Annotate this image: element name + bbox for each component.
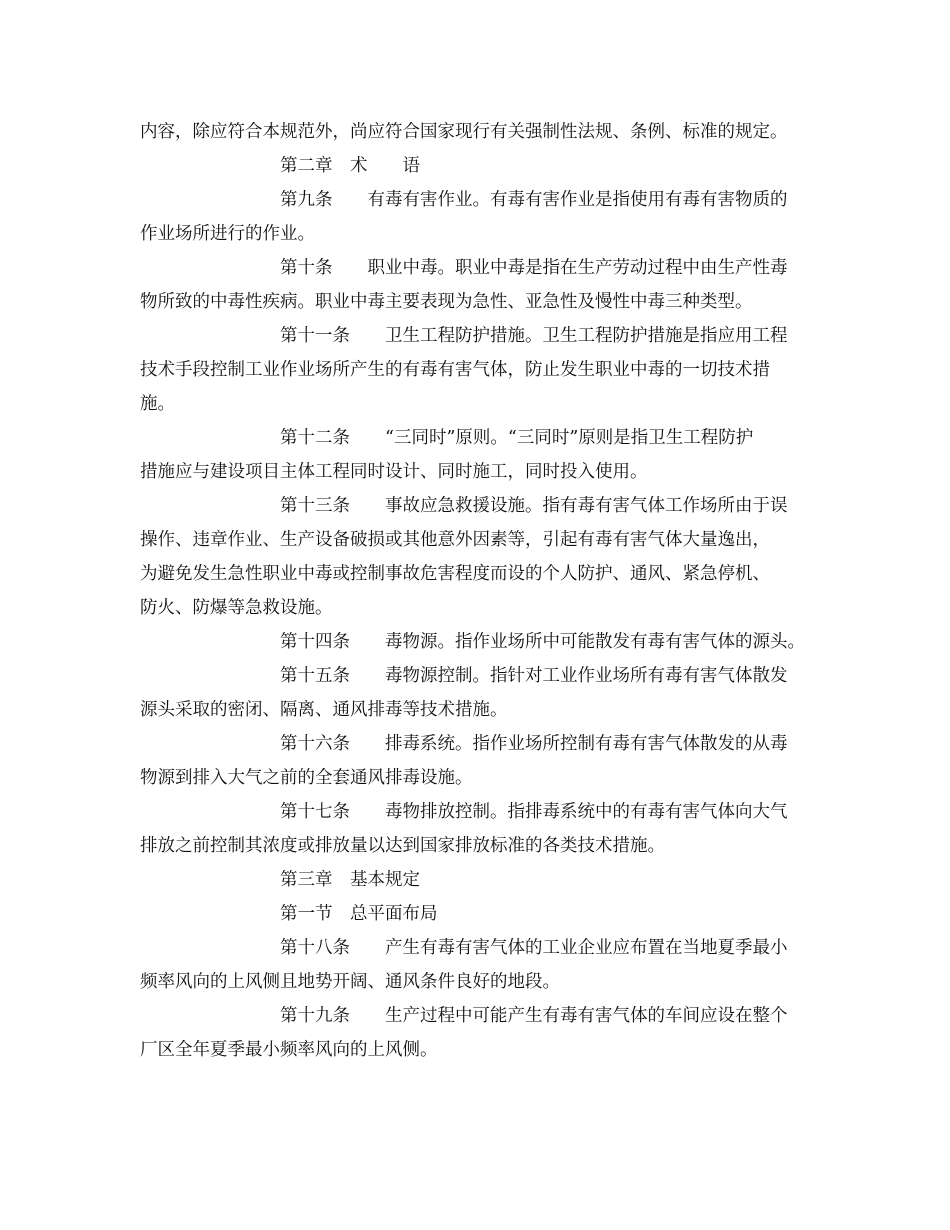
text-line: 操作、违章作业、生产设备破损或其他意外因素等，引起有毒有害气体大量逸出， [140,530,770,550]
text-line: 第十条 职业中毒。职业中毒是指在生产劳动过程中由生产性毒 [280,258,788,278]
text-line: 第九条 有毒有害作业。有毒有害作业是指使用有毒有害物质的 [280,190,788,210]
text-line: 第十二条 “三同时”原则。“三同时”原则是指卫生工程防护 [280,428,754,448]
text-line: 技术手段控制工业作业场所产生的有毒有害气体，防止发生职业中毒的一切技术措 [140,360,770,380]
text-line: 第十四条 毒物源。指作业场所中可能散发有毒有害气体的源头。 [280,632,805,652]
text-line: 排放之前控制其浓度或排放量以达到国家排放标准的各类技术措施。 [140,836,665,856]
text-line: 第十九条 生产过程中可能产生有毒有害气体的车间应设在整个 [280,1006,788,1026]
text-line: 源头采取的密闭、隔离、通风排毒等技术措施。 [140,700,508,720]
text-line: 厂区全年夏季最小频率风向的上风侧。 [140,1040,438,1060]
text-line: 第十七条 毒物排放控制。指排毒系统中的有毒有害气体向大气 [280,802,788,822]
text-line: 内容，除应符合本规范外，尚应符合国家现行有关强制性法规、条例、标准的规定。 [140,122,788,142]
text-line: 第十六条 排毒系统。指作业场所控制有毒有害气体散发的从毒 [280,734,788,754]
text-line: 第十八条 产生有毒有害气体的工业企业应布置在当地夏季最小 [280,938,788,958]
text-line: 第十三条 事故应急救援设施。指有毒有害气体工作场所由于误 [280,496,788,516]
text-line: 物源到排入大气之前的全套通风排毒设施。 [140,768,473,788]
document-body [140,115,830,1067]
text-line: 第十一条 卫生工程防护措施。卫生工程防护措施是指应用工程 [280,326,788,346]
text-line: 物所致的中毒性疾病。职业中毒主要表现为急性、亚急性及慢性中毒三种类型。 [140,292,753,312]
text-line: 频率风向的上风侧且地势开阔、通风条件良好的地段。 [140,972,560,992]
text-line: 第二章 术 语 [280,156,420,176]
text-line: 措施应与建设项目主体工程同时设计、同时施工，同时投入使用。 [140,462,648,482]
text-line: 第十五条 毒物源控制。指针对工业作业场所有毒有害气体散发 [280,666,788,686]
text-line: 第一节 总平面布局 [280,904,438,924]
text-line: 第三章 基本规定 [280,870,420,890]
text-line: 施。 [140,394,175,414]
text-line: 作业场所进行的作业。 [140,224,315,244]
text-line: 防火、防爆等急救设施。 [140,598,333,618]
text-line: 为避免发生急性职业中毒或控制事故危害程度而设的个人防护、通风、紧急停机、 [140,564,770,584]
